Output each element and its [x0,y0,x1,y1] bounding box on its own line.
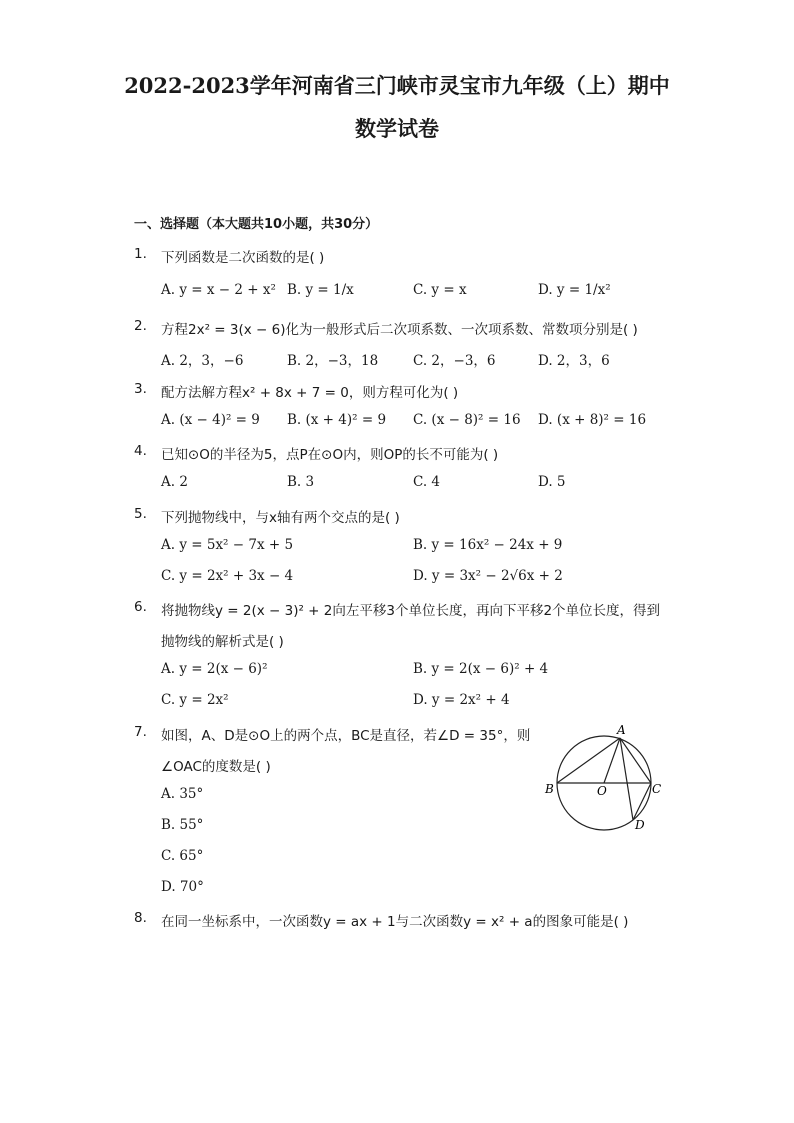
segment-ao [604,738,620,783]
question-3-option-d: D. (x + 8)² = 16 [538,412,647,428]
question-1-number: 1. [134,246,147,262]
segment-cd [633,783,651,820]
question-1-stem: 下列函数是二次函数的是( ) [161,250,325,266]
paper-title-line2: 数学试卷 [355,116,439,141]
question-1-option-b: B. y = 1/x [287,282,354,298]
question-8-stem: 在同一坐标系中，一次函数y = ax + 1与二次函数y = x² + a的图象可能是( ) [161,914,629,930]
question-2-option-b: B. 2，−3，18 [287,353,379,369]
circle-geometry-figure [540,722,670,834]
question-5-option-b: B. y = 16x² − 24x + 9 [413,537,563,553]
question-5-option-d: D. y = 3x² − 2√6x + 2 [413,568,563,584]
question-4-option-d: D. 5 [538,474,566,490]
question-1-option-c: C. y = x [413,282,467,298]
question-6-stem: 将抛物线y = 2(x − 3)² + 2向左平移3个单位长度，再向下平移2个单位长度，得到 [161,603,661,619]
section-heading: 一、选择题（本大题共10小题，共30分） [134,217,379,232]
question-4-stem: 已知⊙O的半径为5，点P在⊙O内，则OP的长不可能为( ) [161,447,499,463]
question-2-stem: 方程2x² = 3(x − 6)化为一般形式后二次项系数、一次项系数、常数项分别是( ) [161,322,638,338]
question-6-number: 6. [134,599,147,615]
label-c: C [652,782,662,796]
question-7-option-a: A. 35° [161,786,204,802]
question-3-number: 3. [134,381,147,397]
paper-title-line1: 2022-2023学年河南省三门峡市灵宝市九年级（上）期中 [124,73,670,98]
question-5-number: 5. [134,506,147,522]
question-7-number: 7. [134,724,147,740]
question-5-option-a: A. y = 5x² − 7x + 5 [161,537,294,553]
label-a: A [617,723,626,737]
segment-ab [557,738,620,783]
question-8-number: 8. [134,910,147,926]
question-3-option-c: C. (x − 8)² = 16 [413,412,521,428]
question-5-stem: 下列抛物线中，与x轴有两个交点的是( ) [161,510,400,526]
question-4-option-a: A. 2 [161,474,188,490]
question-5-option-c: C. y = 2x² + 3x − 4 [161,568,294,584]
question-2-option-a: A. 2，3，−6 [161,353,244,369]
segment-ac [620,738,651,783]
question-7-stem-line2: ∠OAC的度数是( ) [161,759,271,775]
question-6-option-b: B. y = 2(x − 6)² + 4 [413,661,549,677]
question-6-option-a: A. y = 2(x − 6)² [161,661,268,677]
question-4-option-b: B. 3 [287,474,315,490]
question-2-number: 2. [134,318,147,334]
label-o: O [597,784,607,798]
question-6-option-d: D. y = 2x² + 4 [413,692,510,708]
question-1-option-a: A. y = x − 2 + x² [161,282,276,298]
question-3-stem: 配方法解方程x² + 8x + 7 = 0，则方程可化为( ) [161,385,459,401]
label-b: B [545,782,554,796]
question-6-option-c: C. y = 2x² [161,692,229,708]
question-4-number: 4. [134,443,147,459]
question-3-option-a: A. (x − 4)² = 9 [161,412,260,428]
question-4-option-c: C. 4 [413,474,441,490]
label-d: D [635,818,645,832]
question-7-option-d: D. 70° [161,879,204,895]
question-6-stem-line2: 抛物线的解析式是( ) [161,634,284,650]
question-1-option-d: D. y = 1/x² [538,282,611,298]
question-7-option-b: B. 55° [161,817,204,833]
question-2-option-c: C. 2，−3，6 [413,353,496,369]
segment-ad [620,738,633,820]
question-7-option-c: C. 65° [161,848,204,864]
question-2-option-d: D. 2，3，6 [538,353,610,369]
question-7-stem: 如图，A、D是⊙O上的两个点，BC是直径，若∠D = 35°，则 [161,728,531,744]
question-3-option-b: B. (x + 4)² = 9 [287,412,387,428]
